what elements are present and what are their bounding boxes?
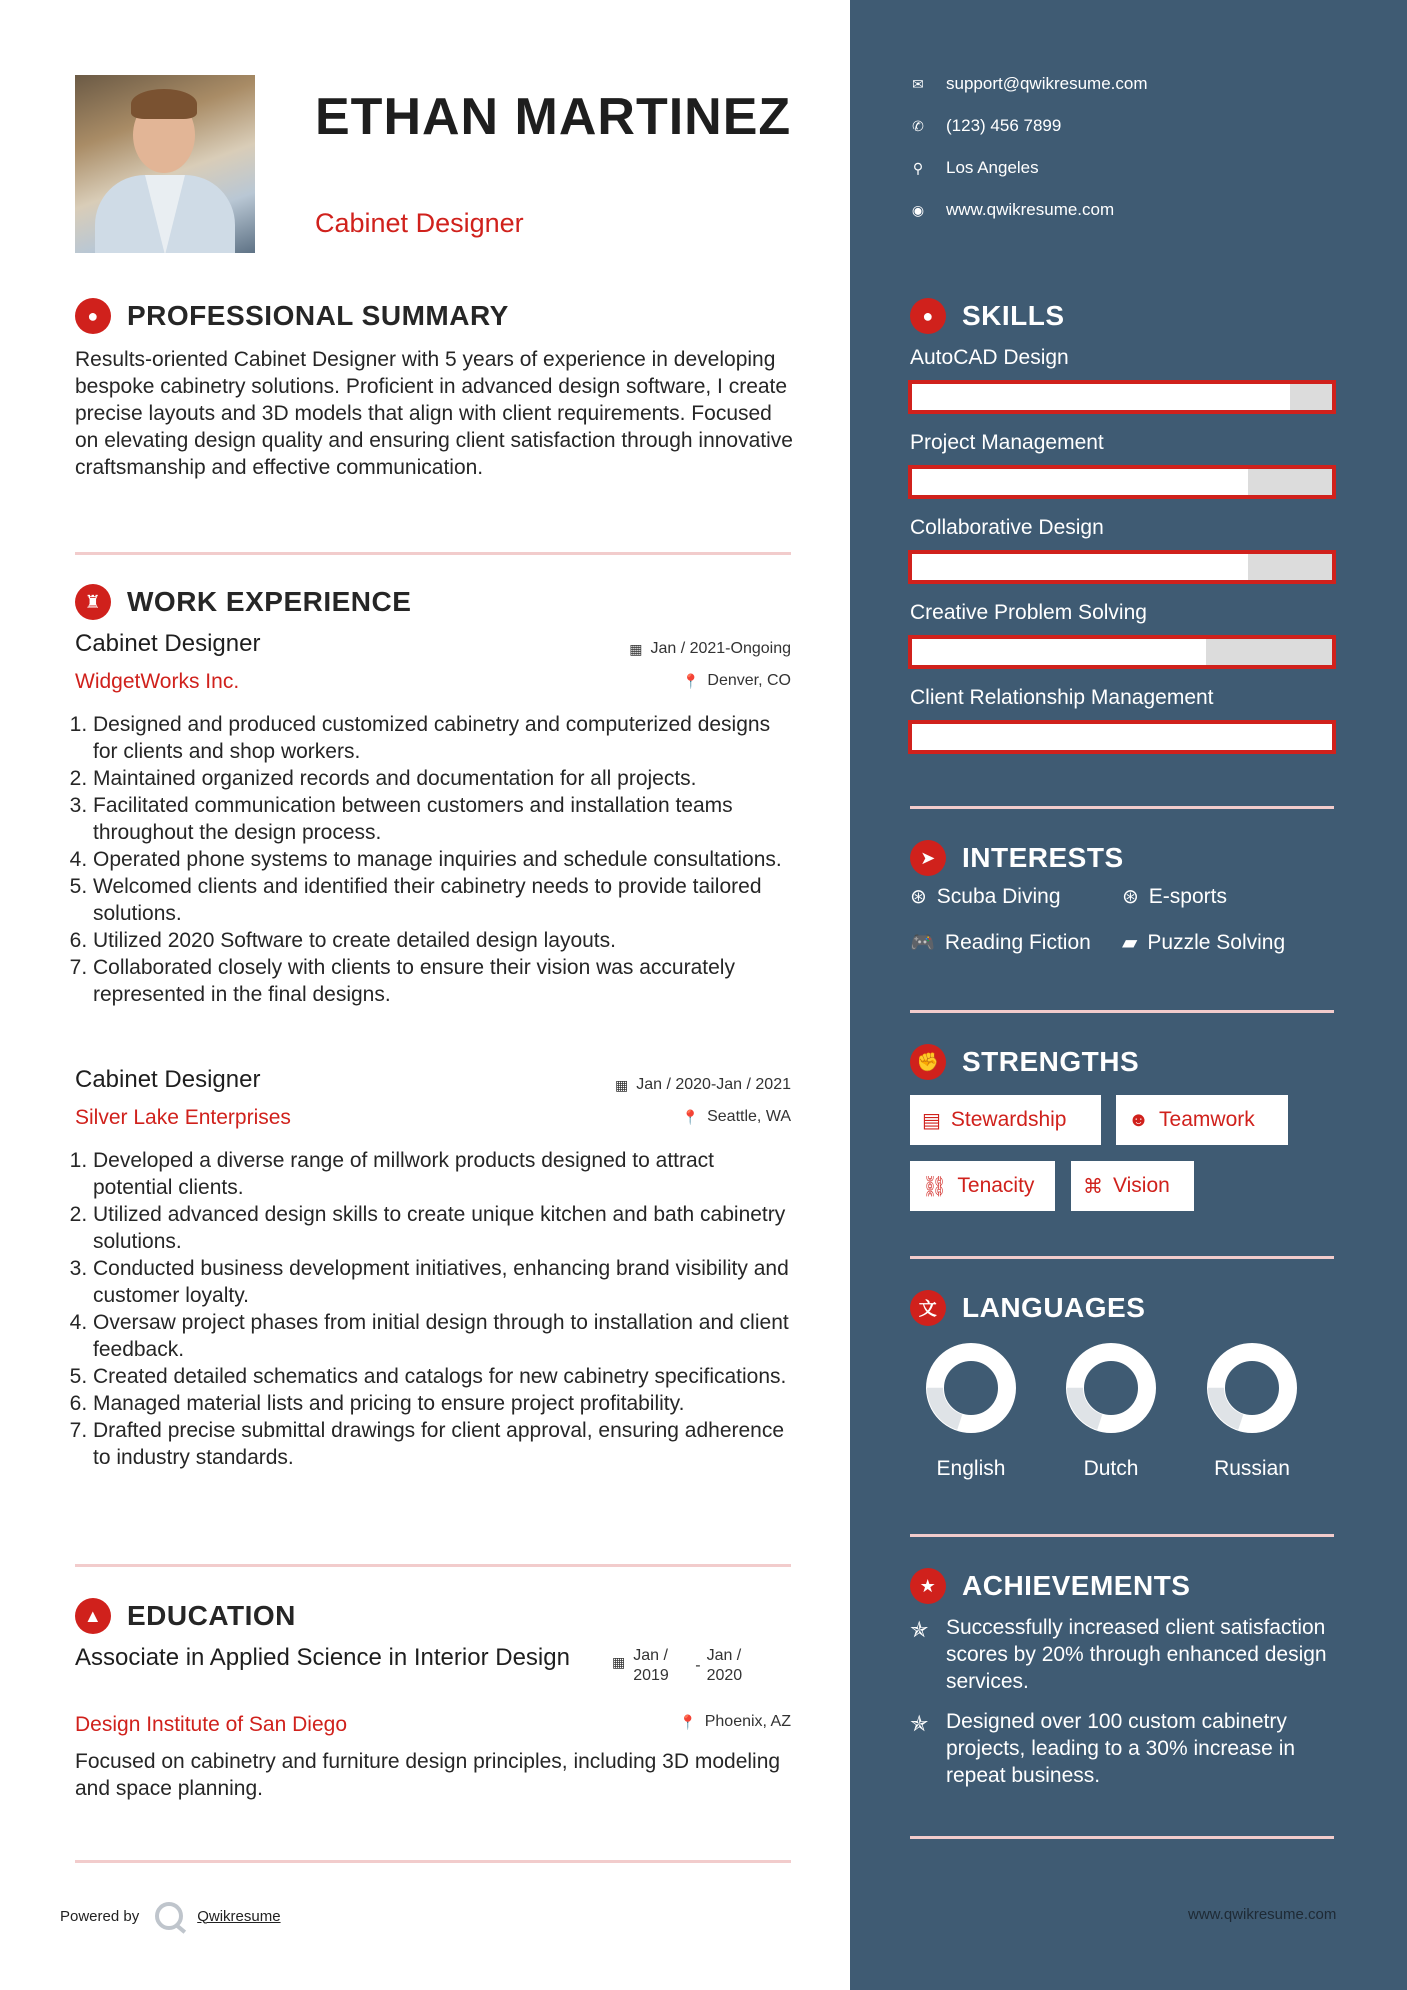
language-ring [1206,1342,1298,1434]
envelope-icon: ✉ [912,75,924,92]
gamepad-icon: 🎮 [910,932,935,954]
skill-bar [908,635,1336,669]
job-role: Cabinet Designer [75,630,261,657]
calendar-icon: ▦ [612,1654,626,1670]
summary-text: Results-oriented Cabinet Designer with 5 years of experience in developing bespoke cabinetry solutions. Proficient in advanced design software, I create precise layouts and 3D models that align with client requirements. Focused on elevating design quality and ensuring client satisfaction through innovative craftsmanship and effective communication. [75,348,793,479]
list-item: 4. Oversaw project phases from initial design through to installation and client feedback. [93,1309,795,1363]
skill-bar-fill [912,384,1290,410]
achievement-item: ✯ Designed over 100 custom cabinetry projects, leading to a 30% increase in repeat business. [910,1710,1296,1787]
interest-item: 🎮 Reading Fiction [910,930,1091,954]
strength-tag: ⌘ Vision [1071,1161,1194,1211]
list-item: 2. Utilized advanced design skills to create unique kitchen and bath cabinetry solutions. [93,1201,795,1255]
experience-heading: ♜ WORK EXPERIENCE [75,584,411,620]
job-bullets [75,711,795,1008]
footer-url[interactable]: www.qwikresume.com [1188,1906,1337,1923]
interest-item: ⊛ E-sports [1122,884,1227,908]
candidate-title: Cabinet Designer [315,208,524,238]
education-dates: ▦ Jan / 2019 - Jan / 2020 [612,1647,743,1684]
translate-icon: 文 [910,1290,946,1326]
list-item: 4. Operated phone systems to manage inquiries and schedule consultations. [93,846,795,873]
pin-icon: 📍 [679,1713,697,1730]
skill-label: Creative Problem Solving [910,601,1147,624]
job-dates: ▦ Jan / 2021-Ongoing [629,640,791,657]
divider [910,806,1334,809]
education-degree: Associate in Applied Science in Interior Design [75,1644,570,1671]
job-company: Silver Lake Enterprises [75,1106,291,1129]
strength-tag: ⛓ Tenacity [910,1161,1055,1211]
book-icon: ▰ [1122,932,1138,954]
globe-icon: ◉ [911,201,925,218]
languages-heading: 文 LANGUAGES [910,1290,1145,1326]
skill-bar-fill [912,639,1206,665]
skill-bar-fill [912,554,1248,580]
language-ring [925,1342,1017,1434]
list-item: 7. Collaborated closely with clients to ensure their vision was accurately represented in the final designs. [93,954,795,1008]
phone-icon: ✆ [912,117,924,134]
skill-bar [908,550,1336,584]
lightbulb-icon: ● [910,298,946,334]
language-name: Dutch [1083,1457,1139,1480]
job-role: Cabinet Designer [75,1066,261,1093]
profile-photo [75,75,255,253]
skill-bar [908,720,1336,754]
education-location: 📍 Phoenix, AZ [679,1713,791,1730]
language-name: Russian [1214,1457,1290,1480]
paper-plane-icon: ➤ [910,840,946,876]
star-icon: ★ [910,1568,946,1604]
language-ring [1065,1342,1157,1434]
contact-location: ⚲ Los Angeles [910,158,1039,178]
summary-heading: ● PROFESSIONAL SUMMARY [75,298,509,334]
briefcase-icon: ▤ [922,1109,941,1132]
interests-heading: ➤ INTERESTS [910,840,1124,876]
skill-bar [908,465,1336,499]
language-item [1056,1342,1166,1481]
divider [75,1860,791,1863]
list-item: 6. Utilized 2020 Software to create detailed design layouts. [93,927,795,954]
binoculars-icon: ⌘ [1083,1175,1103,1198]
language-name: English [936,1457,1006,1480]
strength-tag: ▤ Stewardship [910,1095,1101,1145]
fist-icon: ✊ [910,1044,946,1080]
stars-icon: ✯ [910,1617,929,1642]
list-item: 2. Maintained organized records and documentation for all projects. [93,765,795,792]
list-item: 1. Designed and produced customized cabinetry and computerized designs for clients and shop workers. [93,711,795,765]
skill-label: Project Management [910,431,1104,454]
divider [75,1564,791,1567]
language-item [916,1342,1026,1481]
list-item: 3. Facilitated communication between customers and installation teams throughout the design process. [93,792,795,846]
list-item: 3. Conducted business development initiatives, enhancing brand visibility and customer loyalty. [93,1255,795,1309]
candidate-name: ETHAN MARTINEZ [315,88,792,146]
education-school: Design Institute of San Diego [75,1713,347,1736]
calendar-icon: ▦ [614,1076,629,1093]
skill-label: Collaborative Design [910,516,1104,539]
skill-bar [908,380,1336,414]
footer-brand-link[interactable]: Qwikresume [197,1907,281,1925]
skills-heading: ● SKILLS [910,298,1065,334]
stars-icon: ✯ [910,1711,929,1736]
life-ring-icon: ⊛ [910,886,927,908]
skill-label: AutoCAD Design [910,346,1069,369]
skill-bar-fill [912,469,1248,495]
pin-icon: 📍 [681,1108,700,1125]
job-location: 📍 Denver, CO [681,672,791,689]
language-item [1197,1342,1307,1481]
strength-tag: ☻ Teamwork [1116,1095,1288,1145]
contact-website[interactable]: ◉ www.qwikresume.com [911,200,1115,219]
job-dates: ▦ Jan / 2020-Jan / 2021 [614,1076,791,1093]
job-company: WidgetWorks Inc. [75,670,240,693]
list-item: 5. Created detailed schematics and catalogs for new cabinetry specifications. [93,1363,795,1390]
user-icon: ● [75,298,111,334]
divider [910,1010,1334,1013]
divider [910,1256,1334,1259]
graduate-icon: ▲ [75,1598,111,1634]
skill-label: Client Relationship Management [910,686,1214,709]
life-ring-icon: ⊛ [1122,886,1139,908]
pin-icon: 📍 [681,672,700,689]
contact-phone[interactable]: ✆ (123) 456 7899 [910,116,1061,136]
education-heading: ▲ EDUCATION [75,1598,296,1634]
divider [75,552,791,555]
job-bullets [75,1147,795,1471]
job-location: 📍 Seattle, WA [681,1108,791,1125]
footer-branding: Powered by Qwikresume [60,1902,281,1930]
achievement-item: ✯ Successfully increased client satisfaction scores by 20% through enhanced design services. [910,1616,1327,1693]
map-pin-icon: ⚲ [912,159,924,176]
achievements-heading: ★ ACHIEVEMENTS [910,1568,1190,1604]
interest-item: ▰ Puzzle Solving [1122,930,1286,954]
list-item: 1. Developed a diverse range of millwork products designed to attract potential clients. [93,1147,795,1201]
link-icon: ⛓ [922,1175,948,1198]
divider [910,1836,1334,1839]
education-description: Focused on cabinetry and furniture design principles, including 3D modeling and space planning. [75,1750,781,1800]
interest-item: ⊛ Scuba Diving [910,884,1061,908]
skill-bar-fill [912,724,1332,750]
qwikresume-logo-icon [155,1902,183,1930]
divider [910,1534,1334,1537]
list-item: 5. Welcomed clients and identified their cabinetry needs to provide tailored solutions. [93,873,795,927]
list-item: 6. Managed material lists and pricing to ensure project profitability. [93,1390,795,1417]
chair-icon: ♜ [75,584,111,620]
calendar-icon: ▦ [629,640,643,657]
list-item: 7. Drafted precise submittal drawings for client approval, ensuring adherence to industry standards. [93,1417,795,1471]
strengths-heading: ✊ STRENGTHS [910,1044,1139,1080]
contact-email[interactable]: ✉ support@qwikresume.com [910,74,1148,94]
users-icon: ☻ [1128,1108,1150,1131]
